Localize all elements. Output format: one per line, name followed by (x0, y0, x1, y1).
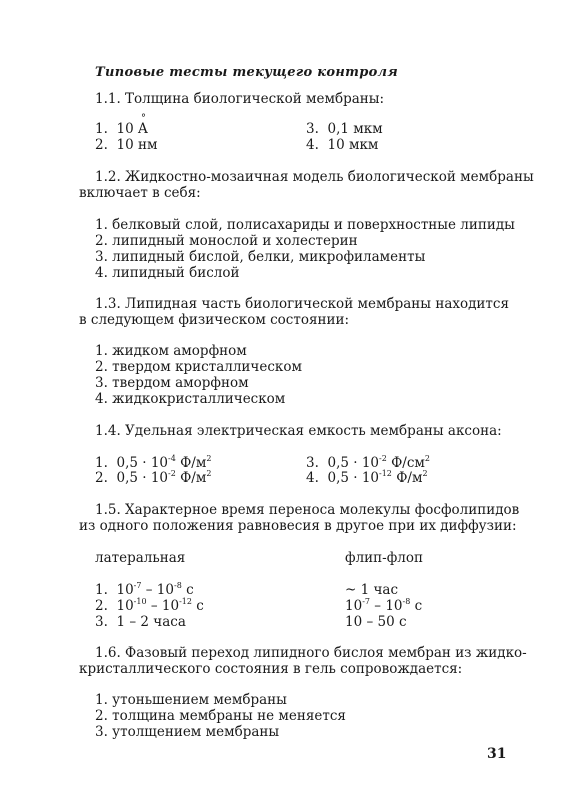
q1-option-3: 3. 0,1 мкм (306, 121, 383, 137)
angstrom-symbol: ° A (138, 121, 148, 137)
q1-option-2: 2. 10 нм (95, 137, 158, 153)
q3-option-1: 1. жидком аморфном (95, 343, 247, 359)
question-1-2-line-1: 1.2. Жидкостно-мозаичная модель биологической мембраны (95, 169, 534, 185)
q1-option-4: 4. 10 мкм (306, 137, 379, 153)
q2-option-1: 1. белковый слой, полисахариды и поверхностные липиды (95, 217, 515, 233)
q5-col-flipflop-header: флип-флоп (345, 550, 423, 566)
question-1-5-line-2: из одного положения равновесия в другое при их диффузии: (79, 518, 517, 534)
question-1-3-line-1: 1.3. Липидная часть биологической мембраны находится (95, 296, 509, 312)
q3-option-3: 3. твердом аморфном (95, 375, 249, 391)
q6-option-2: 2. толщина мембраны не меняется (95, 708, 346, 724)
question-1-6-line-1: 1.6. Фазовый переход липидного бислоя мембран из жидко- (95, 645, 527, 661)
q2-option-3: 3. липидный бислой, белки, микрофиламенты (95, 249, 426, 265)
q2-option-2: 2. липидный монослой и холестерин (95, 233, 358, 249)
q5-col-lateral-header: латеральная (95, 550, 186, 566)
question-1-4: 1.4. Удельная электрическая емкость мембраны аксона: (95, 423, 502, 439)
q1-option-1: 1. 10 ° A (95, 121, 148, 137)
q5-row-3-flipflop: 10 – 50 с (345, 614, 407, 630)
q5-row-1-flipflop: ~ 1 час (345, 582, 399, 598)
q5-row-2-lateral: 2. $10^{-10} - 10^{-12}$ с (95, 597, 204, 614)
q3-option-2: 2. твердом кристаллическом (95, 359, 302, 375)
q5-row-1-lateral: 1. $10^{-7} - 10^{-8}$ с (95, 581, 194, 598)
question-1-2-line-2: включает в себя: (79, 185, 201, 201)
q4-option-2: 2. $0,5 \cdot 10^{-2}$ $Ф/м^2$ (95, 469, 212, 486)
question-1-6-line-2: кристаллического состояния в гель сопровождается: (79, 661, 463, 677)
question-1-1: 1.1. Толщина биологической мембраны: (95, 91, 385, 107)
q3-option-4: 4. жидкокристаллическом (95, 391, 286, 407)
question-1-3-line-2: в следующем физическом состоянии: (79, 312, 350, 328)
q2-option-4: 4. липидный бислой (95, 265, 240, 281)
q4-option-1: 1. $0,5 \cdot 10^{-4}$ $Ф/м^2$ (95, 454, 212, 471)
q5-row-2-flipflop: $10^{-7} - 10^{-8}$ с (345, 597, 423, 614)
q4-option-4: 4. $0,5 \cdot 10^{-12}$ $Ф/м^2$ (306, 469, 428, 486)
page-number: 31 (487, 746, 507, 762)
q6-option-3: 3. утолщением мембраны (95, 724, 280, 740)
section-title: Типовые тесты текущего контроля (95, 65, 399, 80)
question-1-5-line-1: 1.5. Характерное время переноса молекулы фосфолипидов (95, 502, 520, 518)
q6-option-1: 1. утоньшением мембраны (95, 692, 287, 708)
q5-row-3-lateral: 3. 1 – 2 часа (95, 614, 186, 630)
q4-option-3: 3. $0,5 \cdot 10^{-2}$ $Ф/см^2$ (306, 454, 431, 471)
